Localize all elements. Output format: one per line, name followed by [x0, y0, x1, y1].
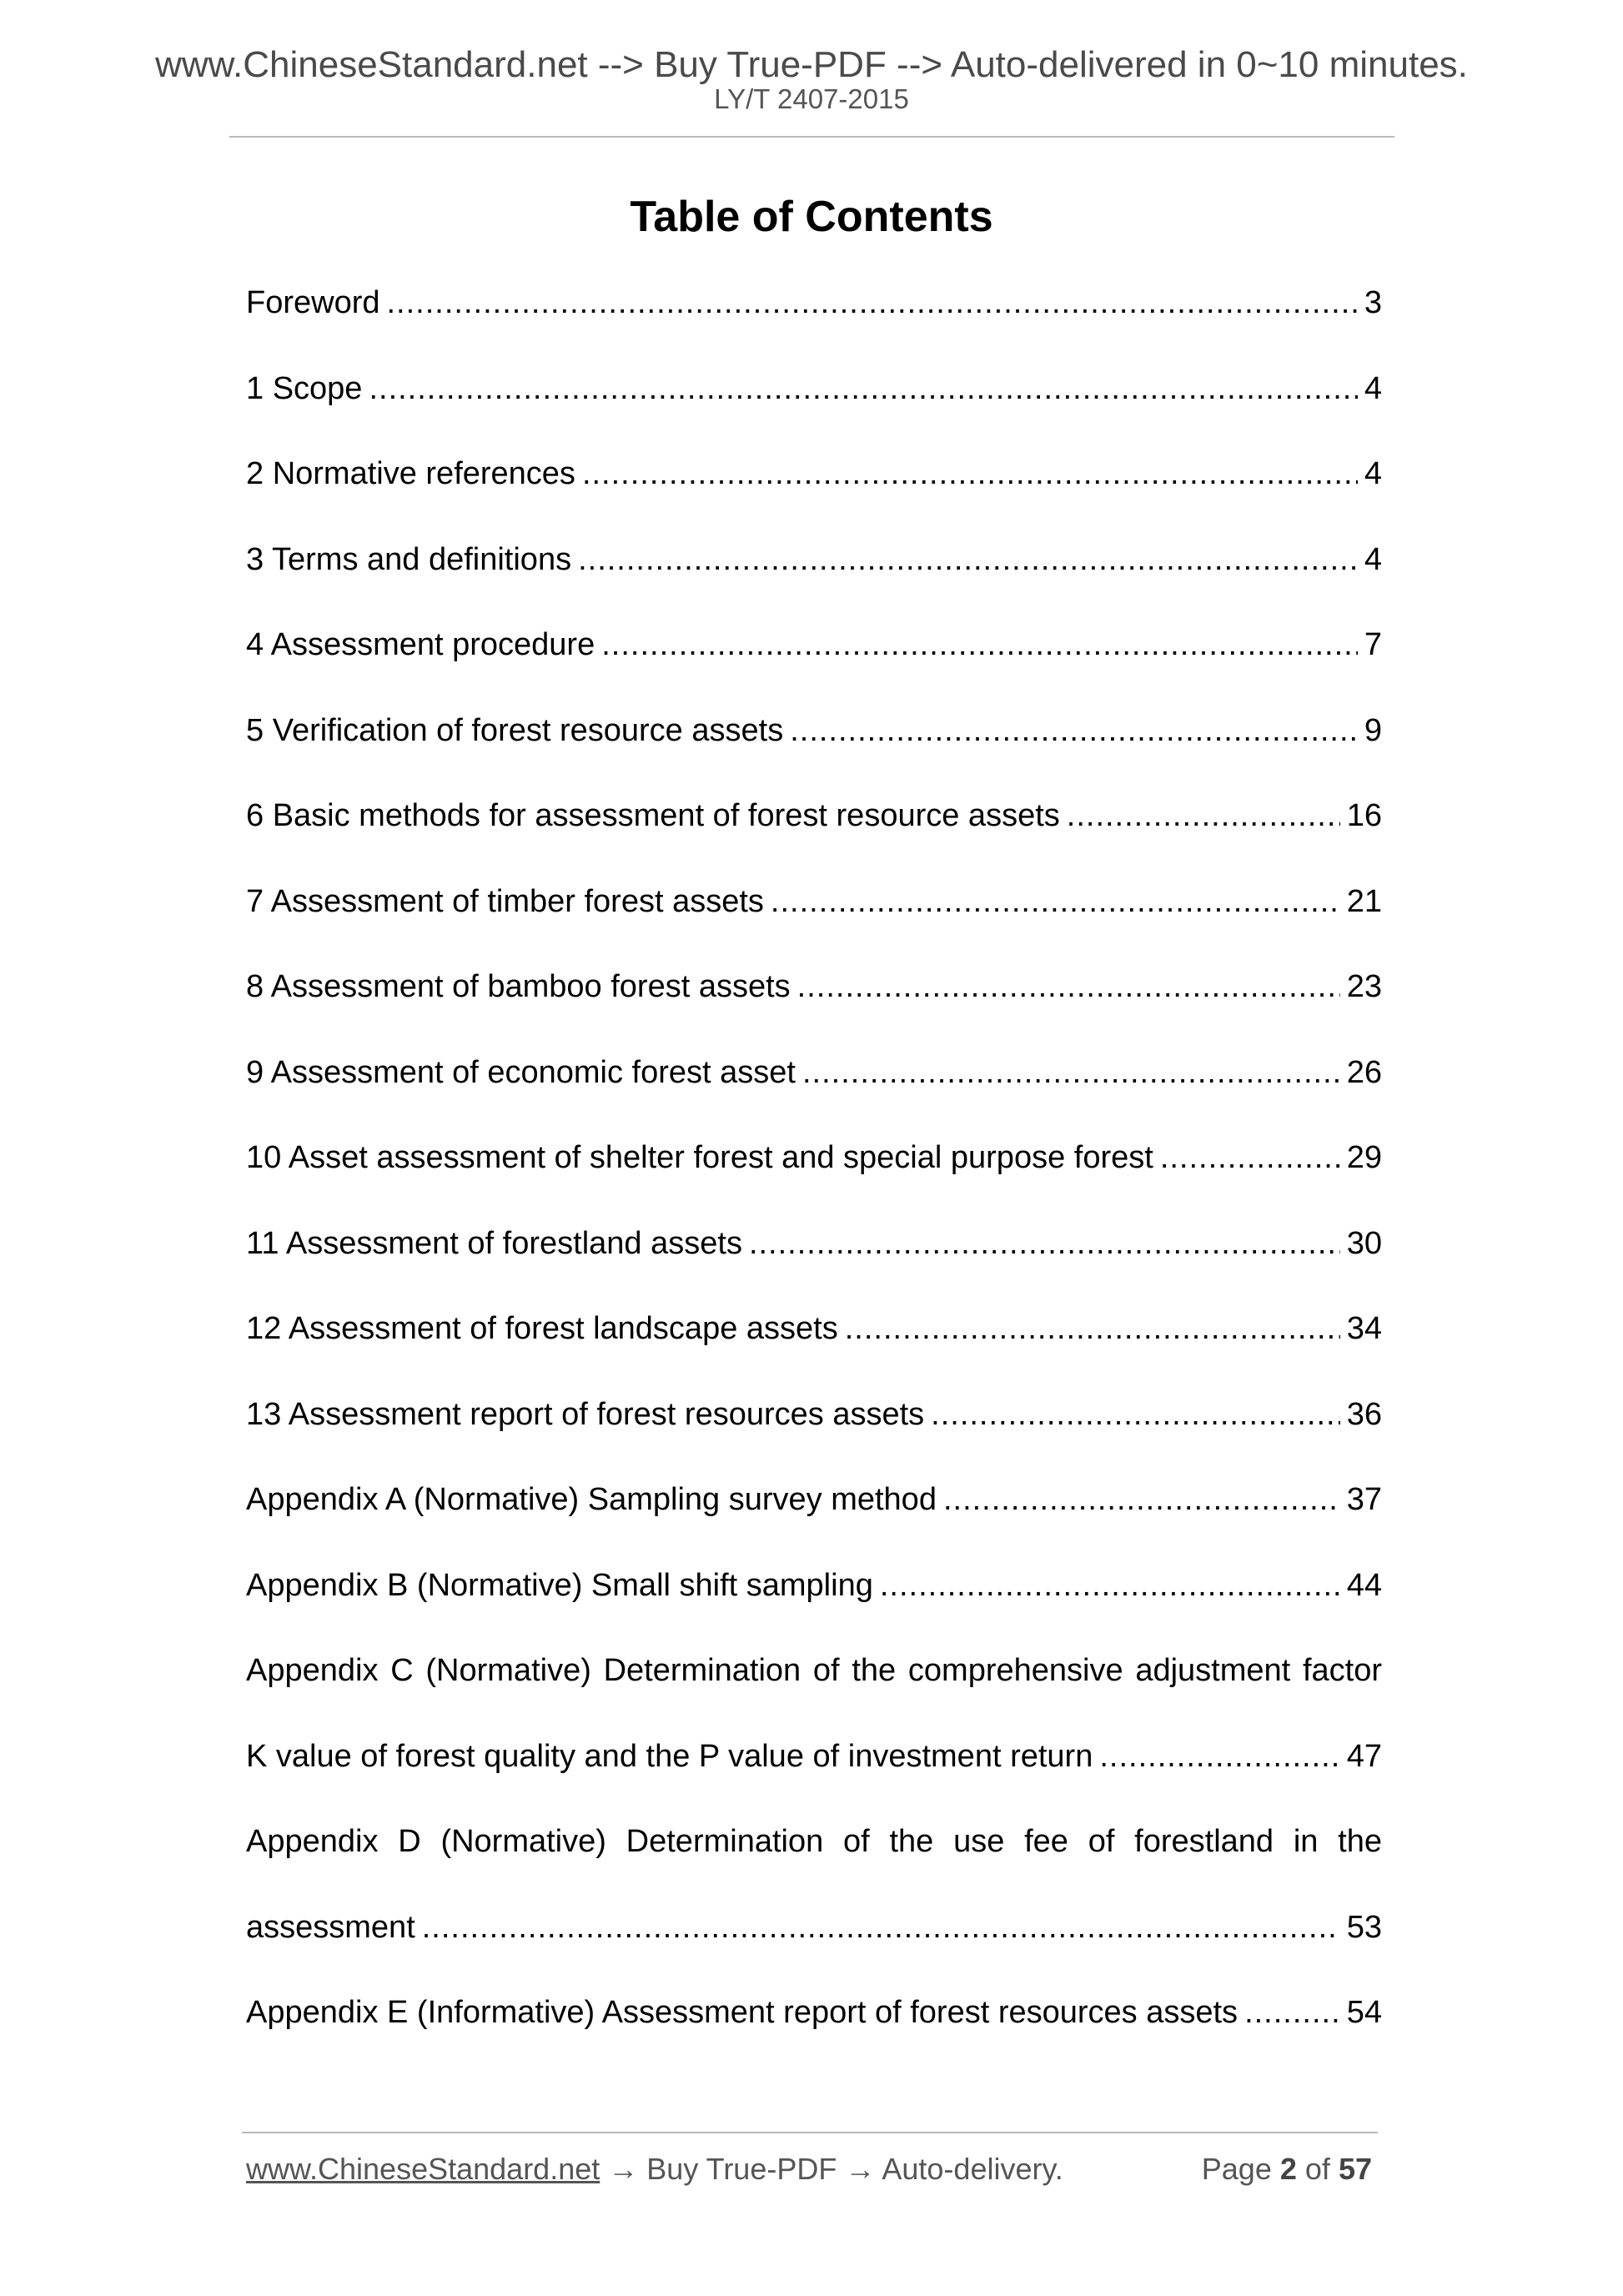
toc-entry-page: 7: [1364, 627, 1382, 662]
toc-entry[interactable]: [246, 1733, 1382, 1819]
dot-leader: [601, 621, 1358, 668]
top-banner: www.ChineseStandard.net --> Buy True-PDF --> Auto-delivered in 0~10 minutes.: [155, 44, 1468, 85]
toc-entry-title: 13 Assessment report of forest resources assets: [246, 1396, 925, 1432]
dot-leader: [1244, 1989, 1340, 2036]
current-page: 2: [1279, 2152, 1297, 2186]
toc-entry-title: 12 Assessment of forest landscape assets: [246, 1311, 838, 1346]
toc-entry[interactable]: [246, 1391, 1382, 1477]
toc-entry-title: 6 Basic methods for assessment of forest resource assets: [246, 798, 1060, 833]
toc-entry[interactable]: [246, 1989, 1382, 2075]
toc-entry-wrapped-line[interactable]: [246, 1818, 1382, 1904]
total-pages: 57: [1338, 2152, 1372, 2186]
toc-title: Table of Contents: [630, 193, 993, 241]
dot-leader: [802, 1049, 1340, 1096]
dot-leader: [943, 1476, 1340, 1523]
page-of-label: of: [1304, 2152, 1330, 2186]
toc-entry[interactable]: [246, 878, 1382, 964]
arrow-icon: →: [845, 2152, 876, 2186]
dot-leader: [582, 450, 1358, 497]
footer-divider: [242, 2132, 1378, 2133]
toc-entry[interactable]: [246, 1562, 1382, 1648]
toc-entry-page: 53: [1346, 1909, 1382, 1945]
toc-entry-title: 3 Terms and definitions: [246, 541, 572, 577]
page-label: Page: [1201, 2152, 1272, 2186]
toc-entry-page: 3: [1364, 285, 1382, 320]
toc-entry[interactable]: [246, 1305, 1382, 1391]
dot-leader: [931, 1391, 1340, 1438]
dot-leader: [797, 963, 1340, 1010]
toc-entry[interactable]: [246, 1220, 1382, 1306]
toc-entry-title: 5 Verification of forest resource assets: [246, 712, 784, 748]
toc-entry-title: 9 Assessment of economic forest asset: [246, 1054, 796, 1090]
toc-entry-title: 10 Asset assessment of shelter forest and special purpose forest: [246, 1140, 1153, 1175]
toc-entry[interactable]: [246, 536, 1382, 622]
toc-entry-page: 54: [1346, 1995, 1382, 2030]
toc-entry[interactable]: [246, 792, 1382, 878]
toc-entry-page: 9: [1364, 712, 1382, 748]
toc-entry[interactable]: [246, 963, 1382, 1049]
toc-entry[interactable]: [246, 1904, 1382, 1990]
toc-entry[interactable]: [246, 1049, 1382, 1135]
toc-entry-title: Appendix D (Normative) Determination of the use fee of forestland in the: [246, 1824, 1382, 1859]
toc-entry-page: 23: [1346, 969, 1382, 1004]
toc-entry[interactable]: [246, 450, 1382, 536]
toc-entry-title: 4 Assessment procedure: [246, 627, 595, 662]
dot-leader: [749, 1220, 1340, 1267]
dot-leader: [422, 1904, 1340, 1951]
dot-leader: [1099, 1733, 1339, 1780]
toc-entry-title-continued: assessment: [246, 1909, 415, 1945]
toc-entry[interactable]: [246, 621, 1382, 707]
dot-leader: [845, 1305, 1340, 1352]
toc-entry[interactable]: [246, 365, 1382, 451]
toc-entry[interactable]: [246, 1476, 1382, 1562]
dot-leader: [369, 365, 1357, 412]
toc-list: [246, 279, 1382, 2075]
dot-leader: [771, 878, 1340, 925]
delivery-text: Auto-delivery.: [882, 2152, 1063, 2186]
toc-entry-title: 7 Assessment of timber forest assets: [246, 883, 764, 919]
page-footer: [246, 2148, 1372, 2190]
toc-entry-title: Foreword: [246, 285, 380, 320]
page-number: [1202, 2148, 1372, 2190]
toc-entry-wrapped-line[interactable]: [246, 1647, 1382, 1733]
toc-entry-page: 4: [1364, 541, 1382, 577]
dot-leader: [880, 1562, 1340, 1609]
toc-entry-title: 8 Assessment of bamboo forest assets: [246, 969, 791, 1004]
toc-entry-page: 26: [1346, 1054, 1382, 1090]
toc-entry-title-continued: K value of forest quality and the P value of investment return: [246, 1738, 1093, 1774]
toc-entry-page: 37: [1346, 1482, 1382, 1517]
toc-entry-title: 1 Scope: [246, 370, 363, 406]
toc-entry-title: Appendix C (Normative) Determination of the comprehensive adjustment factor: [246, 1653, 1382, 1688]
toc-entry-page: 16: [1346, 798, 1382, 833]
toc-entry-page: 29: [1346, 1140, 1382, 1175]
footer-promo: [246, 2148, 1063, 2190]
dot-leader: [578, 536, 1358, 583]
toc-entry-title: 11 Assessment of forestland assets: [246, 1225, 742, 1261]
toc-entry-title: Appendix A (Normative) Sampling survey method: [246, 1482, 937, 1517]
toc-entry-page: 47: [1346, 1738, 1382, 1774]
document-code: LY/T 2407-2015: [714, 83, 909, 114]
toc-entry-page: 44: [1346, 1567, 1382, 1603]
dot-leader: [1160, 1134, 1340, 1181]
toc-entry-page: 4: [1364, 370, 1382, 406]
toc-entry-title: 2 Normative references: [246, 456, 575, 491]
toc-entry-page: 30: [1346, 1225, 1382, 1261]
dot-leader: [790, 707, 1358, 754]
toc-entry-title: Appendix E (Informative) Assessment report of forest resources assets: [246, 1995, 1239, 2030]
buy-text: Buy True-PDF: [646, 2152, 837, 2186]
arrow-icon: →: [608, 2152, 639, 2186]
dot-leader: [1067, 792, 1340, 839]
toc-entry[interactable]: [246, 279, 1382, 365]
toc-entry-page: 4: [1364, 456, 1382, 491]
header-divider: [229, 136, 1394, 138]
toc-entry-title: Appendix B (Normative) Small shift sampling: [246, 1567, 873, 1603]
toc-entry[interactable]: [246, 1134, 1382, 1220]
toc-entry-page: 34: [1346, 1311, 1382, 1346]
dot-leader: [387, 279, 1358, 326]
toc-entry[interactable]: [246, 707, 1382, 793]
toc-entry-page: 21: [1346, 883, 1382, 919]
site-link[interactable]: www.ChineseStandard.net: [246, 2152, 600, 2186]
toc-entry-page: 36: [1346, 1396, 1382, 1432]
